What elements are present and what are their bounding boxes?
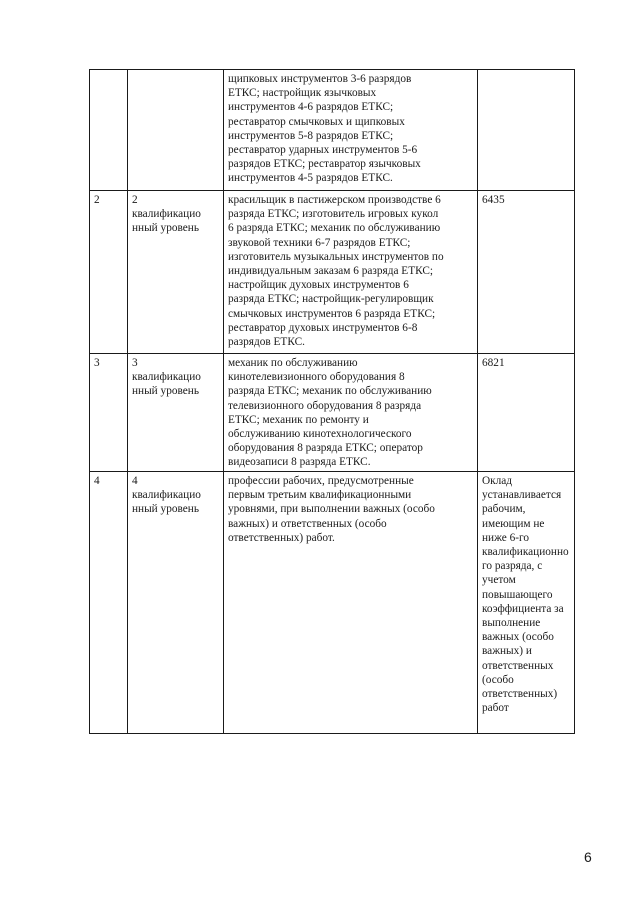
qualification-level-line: нный уровень [132, 385, 199, 398]
salary-line: (особо [482, 673, 514, 686]
professions-cell [224, 354, 478, 472]
professions-line: разряда ЕТКС; изготовитель игровых кукол [228, 208, 439, 221]
salary-line: Оклад [482, 475, 513, 487]
salary-cell [478, 472, 575, 734]
qualification-level-line: 2 [132, 194, 138, 206]
table-row [90, 472, 575, 734]
professions-line: кинотелевизионного оборудования 8 [228, 371, 405, 384]
professions-line: уровнями, при выполнении важных (особо [228, 503, 435, 516]
row-number-cell [90, 191, 128, 354]
salary-line: важных) и [482, 645, 532, 658]
row-number-cell [90, 354, 128, 472]
professions-line: разрядов ЕТКС; реставратор язычковых [228, 158, 421, 171]
professions-line: видеозаписи 8 разряда ЕТКС. [228, 456, 371, 469]
row-number-cell [90, 70, 128, 191]
professions-line: разряда ЕТКС; настройщик-регулировщик [228, 293, 434, 306]
salary-line: учетом [482, 574, 516, 587]
professions-line: красильщик в пастижерском производстве 6 [228, 194, 441, 206]
professions-cell [224, 70, 478, 191]
professions-line: инструментов 5-8 разрядов ЕТКС; [228, 129, 394, 142]
professions-line: профессии рабочих, предусмотренные [228, 475, 414, 487]
professions-line: инструментов 4-6 разрядов ЕТКС; [228, 101, 394, 114]
professions-line: смычковых инструментов 6 разряда ЕТКС; [228, 307, 436, 320]
professions-line: оборудования 8 разряда ЕТКС; оператор [228, 442, 423, 455]
salary-line: выполнение [482, 617, 541, 630]
professions-line: щипковых инструментов 3-6 разрядов [228, 73, 412, 85]
salary-line: ответственных) [482, 688, 558, 701]
professions-line: настройщик духовых инструментов 6 [228, 279, 409, 292]
qualification-level-line: 4 [132, 475, 138, 487]
salary-line: 6435 [482, 194, 505, 206]
row-number-cell [90, 472, 128, 734]
page-number: 6 [584, 849, 592, 865]
qualification-level-cell [128, 472, 224, 734]
professions-line: изготовитель музыкальных инструментов по [228, 250, 444, 263]
professions-line: важных) и ответственных (особо [228, 517, 387, 530]
professions-line: телевизионного оборудования 8 разряда [228, 399, 422, 412]
row-number: 3 [94, 357, 100, 369]
salary-line: имеющим не [482, 517, 545, 530]
salary-line: ниже 6-го [482, 531, 529, 544]
table-body [90, 70, 575, 734]
row-number: 4 [94, 475, 100, 487]
salary-cell [478, 191, 575, 354]
salary-line: работ [482, 702, 509, 715]
salary-line: рабочим, [482, 503, 526, 516]
professions-line: реставратор ударных инструментов 5-6 [228, 144, 418, 157]
salary-cell [478, 354, 575, 472]
salary-line: коэффициента за [482, 602, 564, 615]
qualification-table [89, 69, 575, 734]
professions-line: разряда ЕТКС; механик по обслуживанию [228, 385, 432, 398]
salary-line: важных (особо [482, 631, 554, 644]
table-row [90, 191, 575, 354]
qualification-level-line: квалификацио [132, 208, 201, 221]
professions-cell [224, 472, 478, 734]
qualification-level-line: 3 [132, 357, 138, 369]
professions-line: инструментов 4-5 разрядов ЕТКС. [228, 172, 393, 185]
professions-line: звуковой техники 6-7 разрядов ЕТКС; [228, 236, 411, 249]
professions-line: ЕТКС; настройщик язычковых [228, 87, 377, 100]
salary-line: 6821 [482, 357, 505, 369]
salary-line: ответственных [482, 659, 554, 672]
salary-line: повышающего [482, 588, 553, 601]
qualification-level-cell [128, 354, 224, 472]
salary-line: устанавливается [482, 489, 562, 502]
table-row [90, 354, 575, 472]
professions-line: обслуживанию кинотехнологического [228, 428, 412, 441]
professions-cell [224, 191, 478, 354]
row-number: 2 [94, 194, 100, 206]
qualification-level-line: квалификацио [132, 489, 201, 502]
professions-line: ответственных) работ. [228, 531, 335, 544]
professions-line: индивидуальным заказам 6 разряда ЕТКС; [228, 265, 434, 278]
qualification-level-line: нный уровень [132, 503, 199, 516]
professions-line: разрядов ЕТКС. [228, 336, 305, 349]
salary-line: го разряда, с [482, 560, 543, 573]
professions-line: реставратор смычковых и щипковых [228, 115, 405, 128]
professions-line: ЕТКС; механик по ремонту и [228, 413, 369, 426]
table-row [90, 70, 575, 191]
qualification-level-cell [128, 70, 224, 191]
qualification-level-line: нный уровень [132, 222, 199, 235]
professions-line: реставратор духовых инструментов 6-8 [228, 321, 418, 334]
professions-line: механик по обслуживанию [228, 357, 358, 369]
professions-line: первым третьим квалификационными [228, 489, 412, 502]
qualification-level-cell [128, 191, 224, 354]
qualification-level-line: квалификацио [132, 371, 201, 384]
professions-line: 6 разряда ЕТКС; механик по обслуживанию [228, 222, 441, 235]
salary-cell [478, 70, 575, 191]
salary-line: квалификационно [482, 546, 569, 559]
